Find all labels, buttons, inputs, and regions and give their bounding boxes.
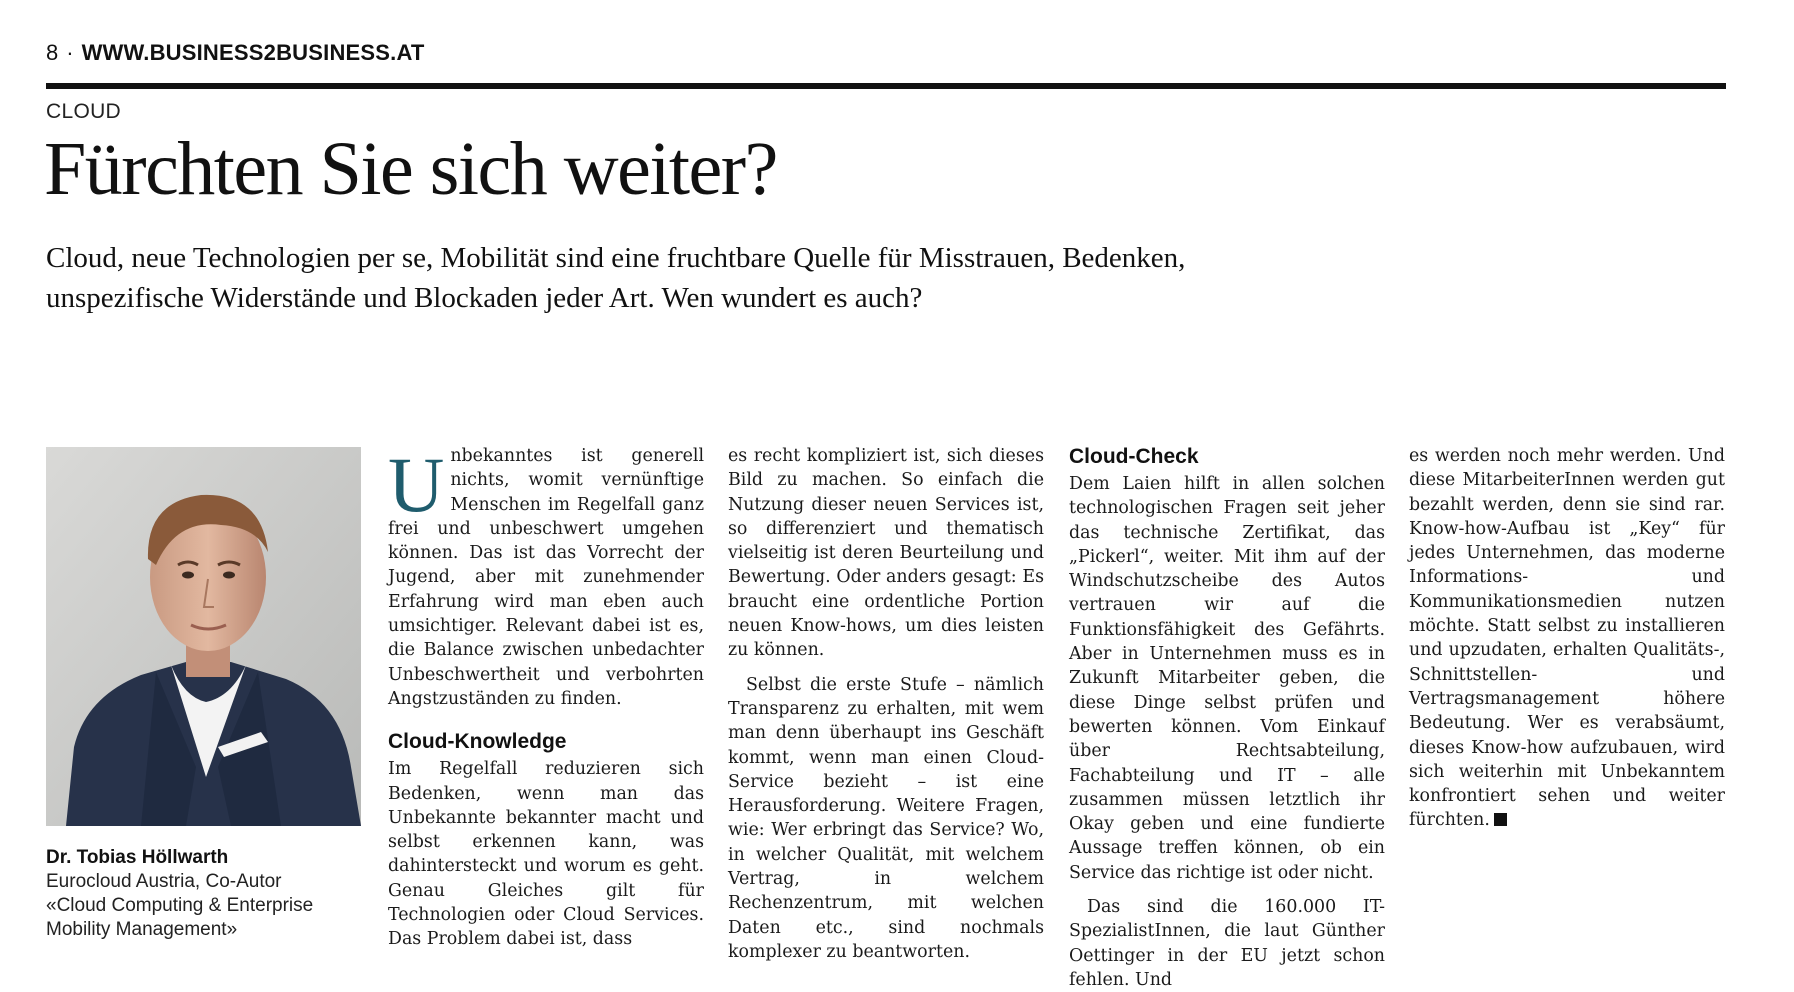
article-column-1 [388,441,704,952]
header-url[interactable]: WWW.BUSINESS2BUSINESS.AT [81,40,425,65]
drop-cap: U [388,441,445,528]
page-header [46,40,425,66]
header-rule [46,83,1726,89]
author-portrait [46,447,361,826]
subheading-cloud-knowledge: Cloud-Knowledge [388,730,567,754]
paragraph-intro-text: nbekanntes ist generell nichts, womit vernünftige Menschen im Regelfall ganz frei und unbeschwert umgehen können. Das ist das Vorrecht der Jugend, aber mit zunehmender Erfahrung wird man eben auch umsichtiger. Relevant dabei ist es, die Balance zwischen unbedachter Unbeschwertheit und verbohrten Angstzuständen zu finden. [388,446,704,709]
article-column-4 [1409,444,1725,833]
author-affiliation: Eurocloud Austria, Co-Autor [46,871,282,892]
photo-caption [46,846,376,942]
article-lead: Cloud, neue Technologien per se, Mobilität sind eine fruchtbare Quelle für Misstrauen, Bedenken, unspezifische Widerstände und Blockaden jeder Art. Wen wundert es auch? [46,242,1186,314]
paragraph-specialists-start: Das sind die 160.000 IT-SpezialistInnen, die laut Günther Oettinger in der EU jetzt schon fehlen. Und [1069,897,1385,990]
paragraph-intro [388,441,704,711]
header-separator: · [66,40,74,65]
article-title: Fürchten Sie sich weiter? [44,127,777,211]
paragraph-specialists-text: es werden noch mehr werden. Und diese MitarbeiterInnen werden gut bezahlt werden, denn sie sind rar. Know-how-Aufbau ist „Key“ für jedes Unternehmen, das moderne Informations- und Kommunikationsmedien nutzen möchte. Statt selbst zu installieren und upzudaten, erhalten Qualitäts-, Schnittstellen- und Vertragsmanagement höhere Bedeutung. Wer es verabsäumt, dieses Know-how aufzubauen, wird sich weiterhin mit Unbekanntem konfrontiert sehen und weiter fürchten. [1409,446,1725,831]
author-name: Dr. Tobias Höllwarth [46,847,229,868]
paragraph-specialists-cont [1409,444,1725,833]
paragraph-knowledge-cont: es recht kompliziert ist, sich dieses Bild zu machen. So einfach die Nutzung dieser neuen Services ist, so differenziert und thematisch vielseitig ist deren Beurteilung und Bewertung. Oder anders gesagt: Es braucht eine ordentliche Portion neuen Know-hows, um dies leisten zu können. [728,446,1044,661]
page-number: 8 [46,40,59,65]
end-mark [1494,813,1507,826]
paragraph-certificate: Dem Laien hilft in allen solchen technologischen Fragen seit jeher das technische Zertifikat, das „Pickerl“, weiter. Mit ihm auf der Windschutzscheibe des Autos vertrauen wir auf die Funktionsfähigkeit des Gefährts. Aber in Unternehmen muss es in Zukunft Mitarbeiter geben, die diese Dinge selbst prüfen und bewerten können. Vom Einkauf über Rechtsabteilung, Fachabteilung und IT – alle zusammen müssen letztlich ihr Okay geben und eine fundierte Aussage treffen können, ob ein Service das richtige ist oder nicht. [1069,474,1385,883]
subheading-cloud-check: Cloud-Check [1069,445,1199,468]
paragraph-knowledge-start: Im Regelfall reduzieren sich Bedenken, wenn man das Unbekannte bekannter macht und selbst erkennen kann, was dahintersteckt und worum es geht. Genau Gleiches gilt für Technologien oder Cloud Services. Das Problem dabei ist, dass [388,759,704,950]
author-book: «Cloud Computing & Enterprise Mobility Management» [46,895,314,940]
article-category: CLOUD [46,100,122,123]
article-column-2 [728,444,1044,964]
article-column-3 [1069,444,1385,992]
paragraph-transparency: Selbst die erste Stufe – nämlich Transparenz zu erhalten, mit wem man denn überhaupt ins Geschäft kommt, wenn man einen Cloud-Service bezieht – ist eine Herausforderung. Weitere Fragen, wie: Wer erbringt das Service? Wo, in welcher Qualität, mit welchem Vertrag, in welchem Rechenzentrum, mit welchen Daten etc., sind nochmals komplexer zu beantworten. [728,674,1044,962]
